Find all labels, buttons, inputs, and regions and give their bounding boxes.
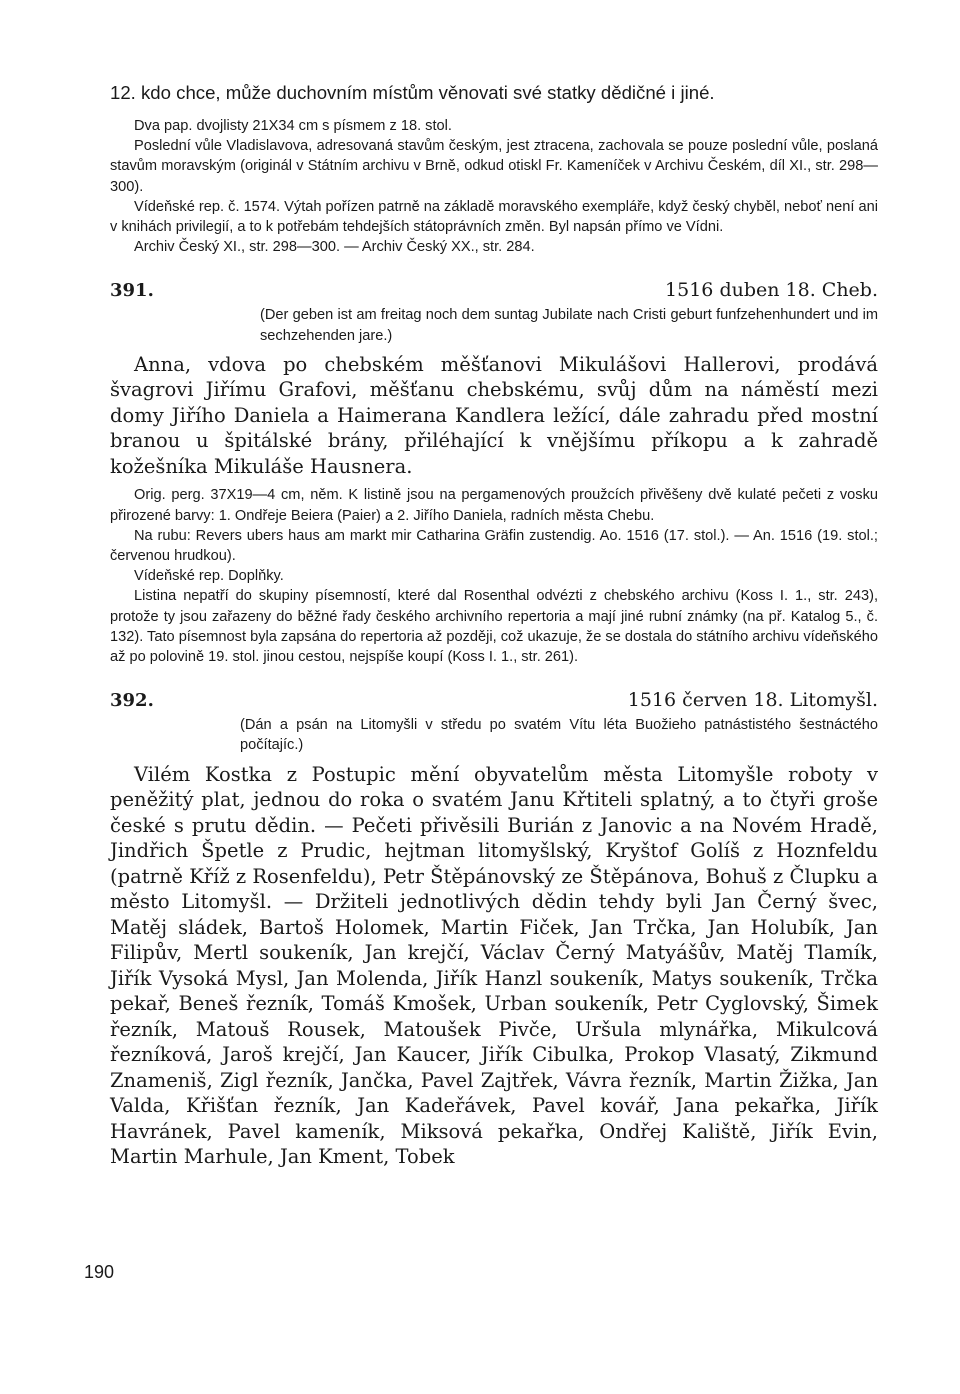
entry-391-original-date: (Der geben ist am freitag noch dem suntag Jubilate nach Cristi geburt funfzehenhundert und im sechzehenden jare.) bbox=[260, 307, 878, 344]
entry-391-header bbox=[110, 279, 878, 301]
entry-391-date: 1516 duben 18. Cheb. bbox=[665, 279, 878, 302]
page-number: 190 bbox=[84, 1262, 115, 1282]
entry-390-note-repertory: Vídeňské rep. č. 1574. Výtah pořízen patrně na základě moravského exempláře, když český chyběl, neboť není ani v knihách privilegií, a to k potřebám tehdejších státoprávních změn. Byl napsán přímo ve Vídni. bbox=[110, 198, 878, 236]
entry-392-number: 392. bbox=[110, 690, 154, 712]
entry-390-heading: 12. kdo chce, může duchovním místům věnovati své statky dědičné i jiné. bbox=[110, 82, 715, 103]
entry-390-note-physical: Dva pap. dvojlisty 21X34 cm s písmem z 18. stol. bbox=[134, 118, 452, 134]
entry-391-number: 391. bbox=[110, 280, 154, 302]
entry-391-note-original: Orig. perg. 37X19—4 cm, něm. K listině jsou na pergamenových proužcích přivěšeny dvě kulaté pečeti z vosku přirozené barvy: 1. Ondřeje Beiera (Paier) a 2. Jiřího Daniela, radních města Chebu. bbox=[110, 487, 878, 524]
entry-390-note-testament: Poslední vůle Vladislavova, adresovaná stavům českým, jest ztracena, zachovala se pouze poslední vůle, poslaná stavům moravským (originál v Státním archivu v Brně, odkud otiskl Fr. Kameníček v Archivu Českém, díl XI., str. 298—300). bbox=[110, 138, 878, 195]
page-content bbox=[110, 80, 878, 1170]
entry-392-date: 1516 červen 18. Litomyšl. bbox=[627, 689, 878, 712]
entry-390-note-literature: Archiv Český XI., str. 298—300. — Archiv Český XX., str. 284. bbox=[134, 239, 535, 256]
entry-391-regest: Anna, vdova po chebském měšťanovi Mikulášovi Hallerovi, prodává švagrovi Jiřímu Grafovi, měšťanu chebskému, svůj dům na náměstí mezi domy Jiřího Daniela a Haimerana Kandlera ležící, dále zahradu před mostní branou u špitálské brány, přiléhající k vnějšímu příkopu a k zahradě kožešníka Mikuláše Hausnera. bbox=[110, 352, 878, 478]
entry-391-note-provenance: Listina nepatří do skupiny písemností, které dal Rosenthal odvézti z chebského archivu (Koss I. 1., str. 243), protože ty jsou zařazeny do běžné řady českého archivního repertoria a mají jiné rubní známky (na př. Katalog 5., č. 132). Tato písemnost byla zapsána do repertoria až později, což ukazuje, že se dostala do státního archivu vídeňského až po polovině 19. stol. jinou cestou, nejspíše koupí (Koss I. 1., str. 261). bbox=[110, 588, 878, 665]
entry-391-note-repertory: Vídeňské rep. Doplňky. bbox=[134, 568, 284, 585]
entry-392-original-date: (Dán a psán na Litomyšli v středu po svatém Vítu léta Buožieho patnástistého šestnáctého počítajíc.) bbox=[240, 717, 878, 754]
entry-392-regest: Vilém Kostka z Postupic mění obyvatelům města Litomyšle roboty v peněžitý plat, jednou do roka o svatém Janu Křtiteli splatný, a to čtyři groše české s prutu dědin. — Pečeti přivěsili Burián z Janovic a na Novém Hradě, Jindřich Špetle z Prudic, hejtman litomyšlský, Kryštof Golíš z Hoznfeldu (patrně Kříž z Rosenfeldu), Petr Štěpánovský ze Štěpánova, Bohuš z Člupku a město Litomyšl. — Držiteli jednotlivých dědin tehdy byli Jan Černý švec, Matěj sládek, Bartoš Holomek, Martin Fiček, Jan Trčka, Jan Holubík, Jan Filipův, Mertl soukeník, Jan krejčí, Václav Černý Matyášův, Matěj Tlamík, Jiřík Vysoká Mysl, Jan Molenda, Jiřík Hanzl soukeník, Matys soukeník, Trčka pekař, Beneš řezník, Tomáš Kmošek, Urban soukeník, Petr Cyglovský, Šimek řezník, Matouš Rousek, Matoušek Pivče, Uršula mlynářka, Mikulcová řezníková, Jaroš krejčí, Jan Kaucer, Jiřík Cibulka, Prokop Vlasatý, Zikmund Znameniš, Zigl řezník, Jančka, Pavel Zajtřek, Vávra řezník, Martin Žižka, Jan Valda, Křišťan řezník, Jan Kadeřávek, Pavel kovář, Jana pekařka, Jiřík Havránek, Pavel kameník, Miksová pekařka, Ondřej Kaliště, Jiřík Evin, Martin Marhule, Jan Kment, Tobek bbox=[110, 762, 878, 1169]
entry-391-note-dorsal: Na rubu: Revers ubers haus am markt mir Catharina Gräfin zustendig. Ao. 1516 (17. stol.). — An. 1516 (19. stol.; červenou hrudkou). bbox=[110, 527, 878, 564]
entry-392-header bbox=[110, 689, 878, 711]
